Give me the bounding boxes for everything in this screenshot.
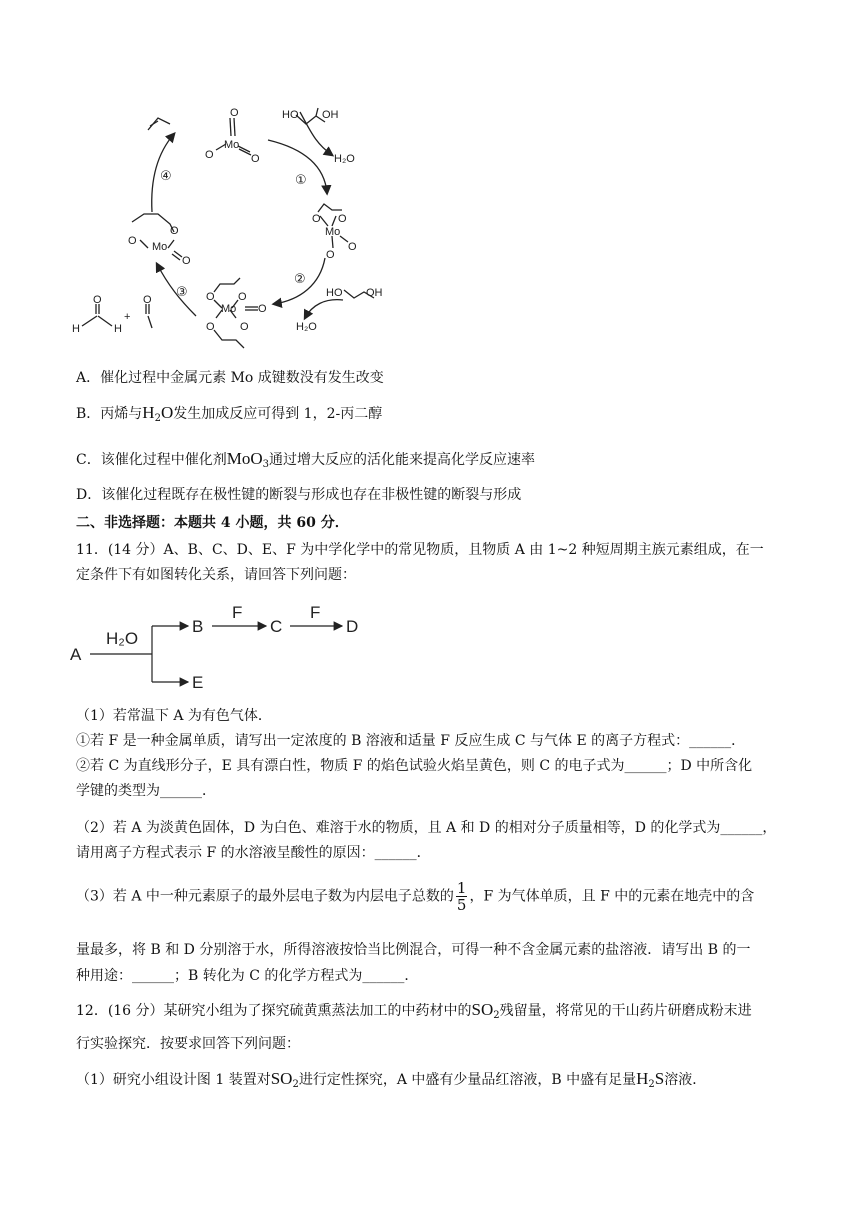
q11-part1-2a: ②若 C 为直线形分子，E 具有漂白性，物质 F 的焰色试验火焰呈黄色，则 C 的电子式为______；D 中所含化 — [76, 758, 753, 774]
label-plus: + — [124, 311, 131, 323]
flow-label-h2o: H₂O — [106, 629, 139, 648]
step-2-label: ② — [294, 271, 306, 286]
label-o: O — [230, 107, 239, 119]
label-ho: HO — [282, 109, 299, 121]
label-o: O — [205, 149, 214, 161]
flow-node-e: E — [192, 673, 204, 692]
flow-label-f2: F — [310, 603, 321, 622]
flow-node-d: D — [346, 617, 359, 636]
step-1-label: ① — [295, 172, 307, 187]
label-h: H — [72, 323, 80, 335]
label-h: H — [114, 323, 122, 335]
q11-stem-1: 11．(14 分）A、B、C、D、E、F 为中学化学中的常见物质，且物质 A 由 1~2 种短周期主族元素组成，在一 — [76, 542, 764, 558]
q11-flow-diagram — [66, 598, 386, 698]
q11-part1-1: ①若 F 是一种金属单质，请写出一定浓度的 B 溶液和适量 F 反应生成 C 与气体 E 的离子方程式：______． — [76, 733, 746, 749]
flow-label-f1: F — [232, 603, 243, 622]
q11-part1-head: （1）若常温下 A 为有色气体． — [76, 708, 272, 724]
label-o: O — [93, 294, 102, 306]
option-d: D．该催化过程既存在极性键的断裂与形成也存在非极性键的断裂与形成 — [76, 487, 522, 503]
flow-node-c: C — [270, 617, 283, 636]
label-oh: OH — [322, 109, 339, 121]
fraction: $\frac{1}{5}$ — [456, 879, 467, 914]
label-ho: HO — [326, 287, 343, 299]
option-a: A．催化过程中金属元素 Mo 成键数没有发生改变 — [76, 370, 384, 386]
q11-part2a: （2）若 A 为淡黄色固体，D 为白色、难溶于水的物质，且 A 和 D 的相对分子质量相等，D 的化学式为______， — [76, 820, 777, 836]
label-o: O — [251, 153, 260, 165]
label-o: O — [182, 255, 191, 267]
label-o: O — [143, 294, 152, 306]
q11-part3a: （3）若 A 中一种元素原子的最外层电子数为内层电子总数的 $\frac{1}{5}$ ，F 为气体单质，且 F 中的元素在地壳中的含 — [76, 879, 755, 914]
q12-part1: （1）研究小组设计图 1 装置对$SO_2$进行定性探究，A 中盛有少量品红溶液，B 中盛有足量$H_2S$溶液． — [76, 1069, 707, 1090]
q11-part3b: 量最多，将 B 和 D 分别溶于水，所得溶液按恰当比例混合，可得一种不含金属元素的盐溶液．请写出 B 的一 — [76, 942, 751, 958]
label-h2o: H₂O — [334, 153, 355, 165]
label-o: O — [128, 235, 137, 247]
label-o: O — [312, 213, 321, 225]
label-h2o: H₂O — [296, 321, 317, 333]
label-o: O — [170, 225, 179, 237]
flow-node-b: B — [192, 617, 204, 636]
option-c: C．该催化过程中催化剂MoO$_3$通过增大反应的活化能来提高化学反应速率 — [76, 449, 535, 470]
q11-stem-2: 定条件下有如图转化关系，请回答下列问题： — [76, 567, 356, 583]
label-o: O — [326, 249, 335, 261]
q11-part2b: 请用离子方程式表示 F 的水溶液呈酸性的原因：______． — [76, 845, 431, 861]
label-mo: Mo — [152, 241, 168, 253]
step-4-label: ④ — [160, 168, 172, 183]
q12-stem-2: 行实验探究．按要求回答下列问题： — [76, 1036, 300, 1052]
section-heading: 二、非选择题：本题共 4 小题，共 60 分． — [76, 515, 349, 531]
label-o: O — [206, 321, 215, 333]
catalytic-cycle-diagram — [0, 0, 860, 370]
step-3-label: ③ — [176, 284, 188, 299]
label-oh: OH — [366, 287, 383, 299]
q12-stem-1: 12．(16 分）某研究小组为了探究硫黄熏蒸法加工的中药材中的$SO_2$残留量，将常见的干山药片研磨成粉末进 — [76, 1000, 752, 1021]
label-o: O — [348, 241, 357, 253]
label-mo: Mo — [224, 139, 240, 151]
q11-part1-2b: 学键的类型为______． — [76, 783, 216, 799]
label-o: O — [238, 291, 247, 303]
option-b: B．丙烯与$H_2O$发生加成反应可得到 1，2-丙二醇 — [76, 403, 383, 424]
q11-part3c: 种用途：______；B 转化为 C 的化学方程式为______． — [76, 968, 419, 984]
label-mo: Mo — [221, 303, 237, 315]
flow-node-a: A — [70, 645, 82, 664]
label-o: O — [240, 321, 249, 333]
label-o: O — [258, 303, 267, 315]
label-mo: Mo — [325, 226, 341, 238]
label-o: O — [206, 291, 215, 303]
label-o: O — [338, 213, 347, 225]
